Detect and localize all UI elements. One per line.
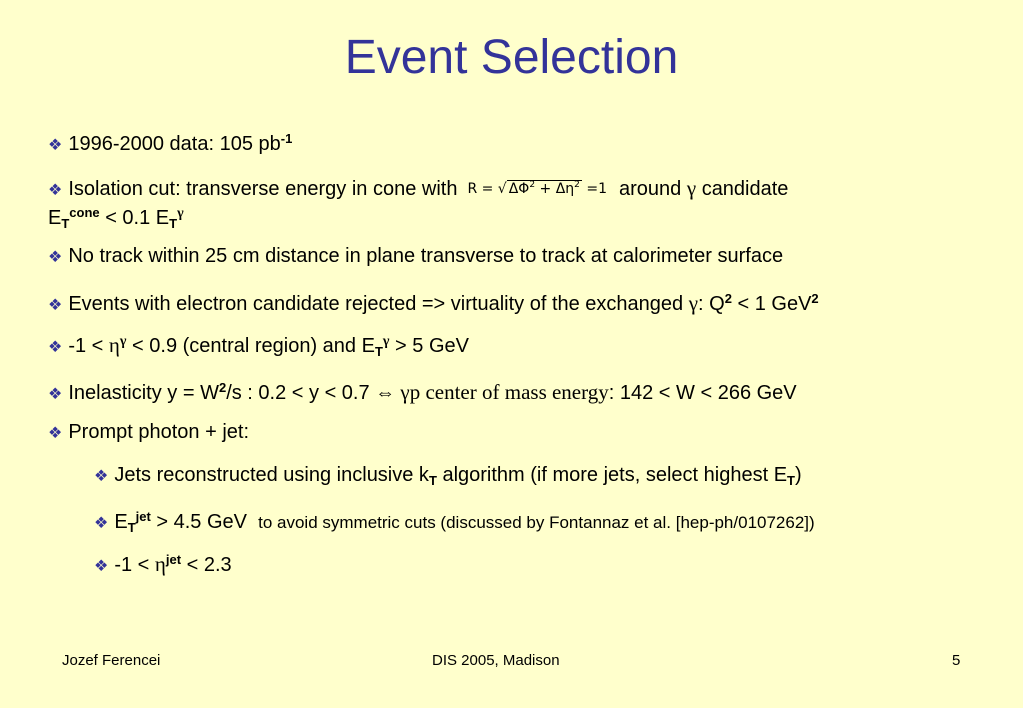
double-arrow-icon: ⇔ [375,382,396,404]
diamond-bullet-icon: ❖ [48,137,63,154]
diamond-bullet-icon: ❖ [94,558,109,575]
bullet-isolation-cut-line2: $E_T^{cone} < 0.1$ $E_T^\gamma$ [48,205,184,231]
footer-page-number: 5 [952,652,961,669]
bullet-prompt-photon-jet: ❖ Prompt photon + jet: [48,421,250,443]
diamond-bullet-icon: ❖ [48,339,63,356]
subbullet-jet-algorithm: ❖ Jets reconstructed using inclusive $k_T$ algorithm (if more jets, select highest $E_T$) [94,464,802,488]
bullet-inelasticity: ❖ Inelasticity $y = W^2/s$ : 0.2 < y < 0.7 ⇔ γp center of mass energy: 142 < W < 266 GeV [48,380,797,404]
subbullet-jet-eta-cut: ❖ $-1 < \eta^{jet} < 2.3$ [94,552,232,576]
subbullet-jet-et-cut: ❖ $E_T^{jet} > 4.5$ GeV to avoid symmetric cuts (discussed by Fontannaz et al. [hep-ph/0107262]) [94,509,815,535]
diamond-bullet-icon: ❖ [94,515,109,532]
bullet-electron-rejection: ❖ Events with electron candidate rejected => virtuality of the exchanged γ: $Q^2 < 1$ GeV$^2$ [48,291,819,315]
diamond-bullet-icon: ❖ [48,249,63,266]
diamond-bullet-icon: ❖ [48,297,63,314]
bullet-isolation-cut: ❖ Isolation cut: transverse energy in cone with R = √ $\Delta\Phi^2 + \Delta\eta^2 =1$ around γ candidate [48,173,788,203]
bullet-data-luminosity: ❖ 1996-2000 data: 105 $pb^{-1}$ [48,131,293,155]
diamond-bullet-icon: ❖ [48,386,63,403]
diamond-bullet-icon: ❖ [48,182,63,199]
cone-radius-formula: R = √ $\Delta\Phi^2 + \Delta\eta^2 =1$ [467,180,607,197]
footer-author: Jozef Ferencei [62,652,161,669]
bullet-eta-et-cut: ❖ $-1 < \eta^\gamma < 0.9$ (central region) and $E_T^\gamma > 5$ GeV [48,333,469,359]
diamond-bullet-icon: ❖ [48,425,63,442]
diamond-bullet-icon: ❖ [94,468,109,485]
slide-title: Event Selection [344,31,679,84]
bullet-track-veto: ❖ No track within 25 cm distance in plane transverse to track at calorimeter surface [48,245,784,267]
footer-venue: DIS 2005, Madison [432,652,560,669]
